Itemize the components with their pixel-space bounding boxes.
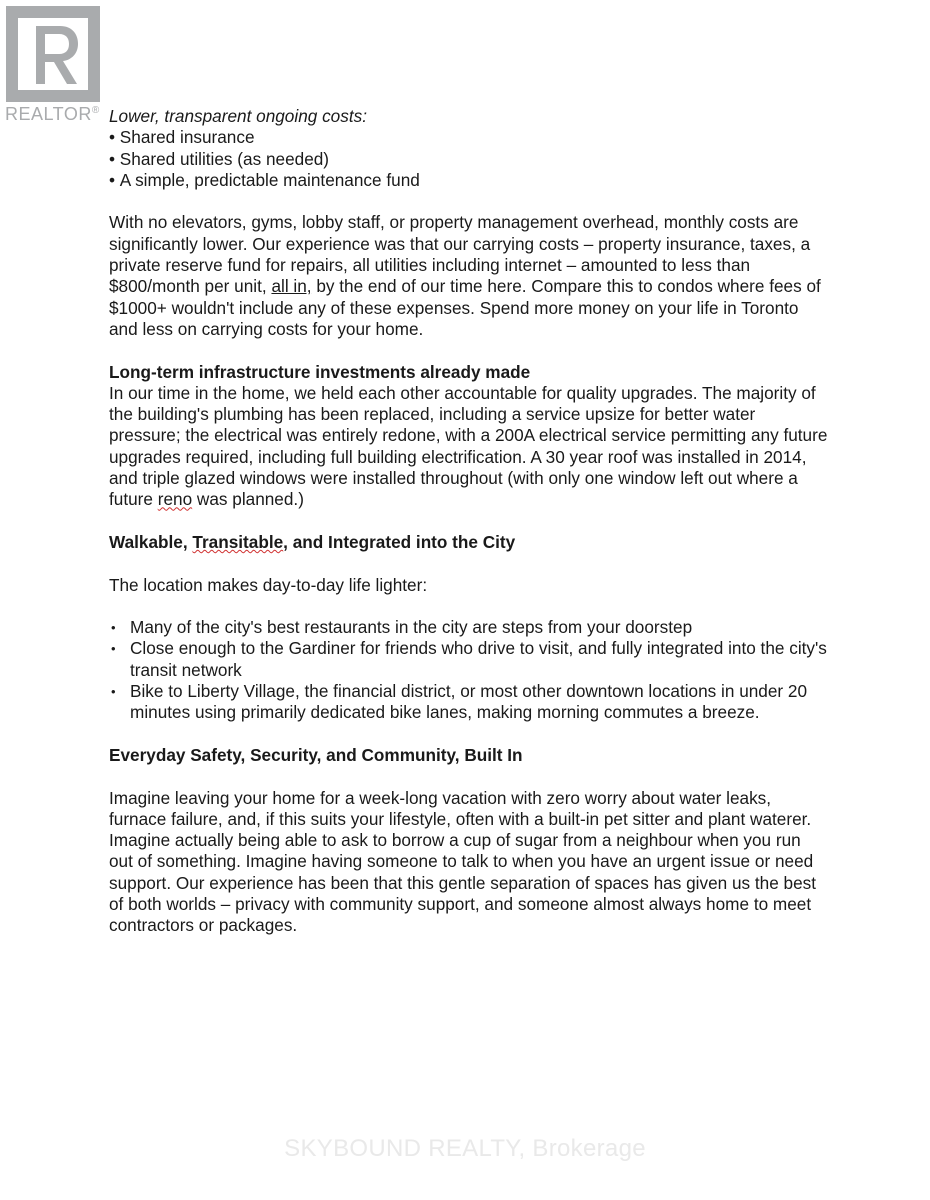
infrastructure-heading: Long-term infrastructure investments already made xyxy=(109,361,531,382)
spellcheck-flag-transitable: Transitable xyxy=(192,531,284,552)
location-heading: Walkable, Transitable, and Integrated into the City xyxy=(109,531,516,552)
costs-bullet-insurance: • Shared insurance xyxy=(109,127,829,148)
location-bullet-restaurants: • Many of the city's best restaurants in the city are steps from your doorstep xyxy=(109,617,829,638)
spellcheck-flag-reno: reno xyxy=(157,489,193,510)
location-bullet-bike: • Bike to Liberty Village, the financial district, or most other downtown locations in under 20 minutes using primarily dedicated bike lanes, making morning commutes a breeze. xyxy=(109,681,829,724)
brokerage-watermark: SKYBOUND REALTY, Brokerage xyxy=(284,1135,646,1162)
safety-paragraph: Imagine leaving your home for a week-long vacation with zero worry about water leaks, furnace failure, and, if this suits your lifestyle, often with a built-in pet sitter and plant waterer. Imagine actually being able to ask to borrow a cup of sugar from a neighbour when you run out of something. Imagine having someone to talk to when you have an urgent issue or need support. Our experience has been that this gentle separation of spaces has given us the best of both worlds – privacy with community support, and someone almost always home to meet contractors or packages. xyxy=(109,787,817,936)
costs-heading: Lower, transparent ongoing costs: xyxy=(109,106,367,126)
realtor-r-icon xyxy=(6,6,100,102)
costs-bullet-maintenance: • A simple, predictable maintenance fund xyxy=(109,170,829,191)
location-intro: The location makes day-to-day life lighter: xyxy=(109,574,428,595)
document-body xyxy=(109,106,829,937)
infrastructure-paragraph: In our time in the home, we held each other accountable for quality upgrades. The majority of the building's plumbing has been replaced, including a service upsize for better water pressure; the electrical was entirely redone, with a 200A electrical service permitting any future upgrades required, including full building electrification. A 30 year roof was installed in 2014, and triple glazed windows were installed throughout (with only one window left out where a future reno was planned.) xyxy=(109,382,828,510)
location-list xyxy=(109,617,829,723)
all-in-underlined: all in, xyxy=(271,276,312,297)
location-bullet-gardiner: • Close enough to the Gardiner for friends who drive to visit, and fully integrated into the city's transit network xyxy=(109,638,829,681)
realtor-wordmark: REALTOR® xyxy=(5,104,100,124)
costs-paragraph: With no elevators, gyms, lobby staff, or property management overhead, monthly costs are significantly lower. Our experience was that our carrying costs – property insurance, taxes, a private reserve fund for repairs, all utilities including internet – amounted to less than $800/month per unit, all in, by the end of our time here. Compare this to condos where fees of $1000+ wouldn't include any of these expenses. Spend more money on your life in Toronto and less on carrying costs for your home. xyxy=(109,212,821,339)
safety-heading: Everyday Safety, Security, and Community, Built In xyxy=(109,744,523,765)
costs-bullet-utilities: • Shared utilities (as needed) xyxy=(109,149,829,170)
realtor-logo xyxy=(6,6,100,102)
